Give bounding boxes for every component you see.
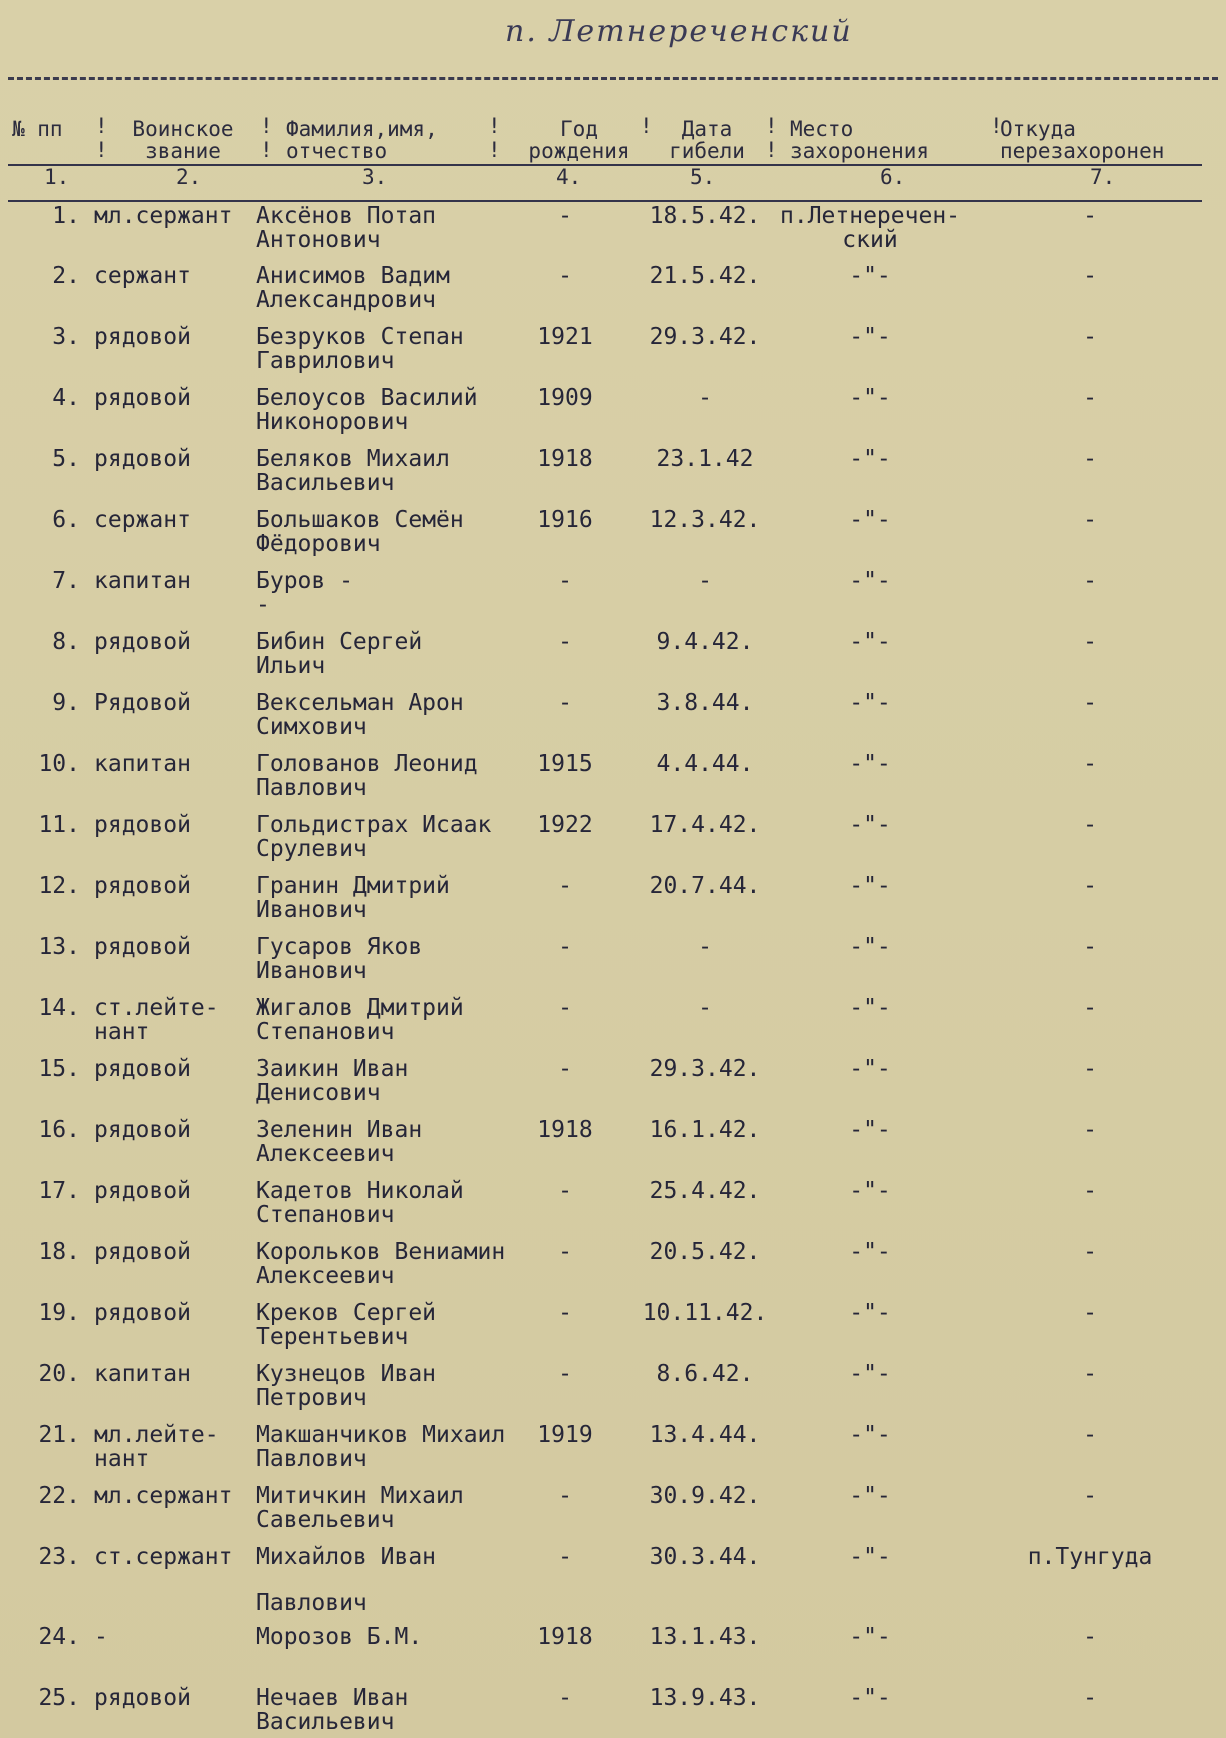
birth-year: - xyxy=(558,629,572,655)
row-number: 1. xyxy=(52,203,80,229)
full-name: Алексеевич xyxy=(256,1263,395,1289)
full-name: Митичкин Михаил xyxy=(256,1483,464,1509)
reburied-from: - xyxy=(1083,1300,1097,1326)
row-number: 5. xyxy=(52,446,80,472)
full-name: Заикин Иван xyxy=(256,1056,409,1082)
date-of-death: - xyxy=(698,385,712,411)
row-number: 12. xyxy=(38,873,80,899)
burial-place: -"- xyxy=(849,690,891,716)
burial-place: -"- xyxy=(849,1300,891,1326)
date-of-death: - xyxy=(698,995,712,1021)
birth-year: 1915 xyxy=(537,751,593,777)
birth-year: 1918 xyxy=(537,446,593,472)
full-name: Иванович xyxy=(256,897,367,923)
full-name: Иванович xyxy=(256,958,367,984)
birth-year: 1916 xyxy=(537,507,593,533)
row-number: 18. xyxy=(38,1239,80,1265)
full-name: Корольков Вениамин xyxy=(256,1239,506,1265)
reburied-from: - xyxy=(1083,995,1097,1021)
header-separator: ! xyxy=(990,114,1003,138)
burial-place: п.Летнеречен- xyxy=(780,203,961,229)
reburied-from: - xyxy=(1083,507,1097,533)
header-separator: ! xyxy=(765,138,778,162)
full-name: Гольдистрах Исаак xyxy=(256,812,492,838)
reburied-from: - xyxy=(1083,812,1097,838)
row-number: 17. xyxy=(38,1178,80,1204)
column-number-4: 4. xyxy=(556,165,582,189)
birth-year: 1918 xyxy=(537,1117,593,1143)
header-separator: ! xyxy=(765,114,778,138)
birth-year: - xyxy=(558,1361,572,1387)
burial-place: -"- xyxy=(849,263,891,289)
date-of-death: 13.9.43. xyxy=(649,1685,761,1711)
full-name: - xyxy=(256,592,270,618)
full-name: Алексеевич xyxy=(256,1141,395,1167)
military-rank: рядовой xyxy=(94,446,191,472)
date-of-death: 3.8.44. xyxy=(656,690,754,716)
header-col-2: Воинское звание xyxy=(132,117,234,163)
row-number: 2. xyxy=(52,263,80,289)
military-rank: рядовой xyxy=(94,1117,191,1143)
full-name: Вексельман Арон xyxy=(256,690,464,716)
row-number: 11. xyxy=(38,812,80,838)
row-number: 10. xyxy=(38,751,80,777)
date-of-death: 8.6.42. xyxy=(656,1361,754,1387)
full-name: Александрович xyxy=(256,287,437,313)
reburied-from: - xyxy=(1083,1178,1097,1204)
full-name: Васильевич xyxy=(256,470,395,496)
birth-year: - xyxy=(558,1483,572,1509)
reburied-from: - xyxy=(1083,1685,1097,1711)
reburied-from: - xyxy=(1083,1056,1097,1082)
military-rank: рядовой xyxy=(94,1056,191,1082)
row-number: 3. xyxy=(52,324,80,350)
burial-place: -"- xyxy=(849,446,891,472)
date-of-death: 16.1.42. xyxy=(649,1117,761,1143)
row-number: 21. xyxy=(38,1422,80,1448)
military-rank: ст.сержант xyxy=(94,1544,233,1570)
burial-place: -"- xyxy=(849,934,891,960)
date-of-death: 29.3.42. xyxy=(649,324,761,350)
military-rank: нант xyxy=(94,1019,150,1045)
full-name: Беляков Михаил xyxy=(256,446,450,472)
row-number: 9. xyxy=(52,690,80,716)
birth-year: - xyxy=(558,995,572,1021)
date-of-death: 9.4.42. xyxy=(656,629,754,655)
date-of-death: 12.3.42. xyxy=(649,507,761,533)
military-rank: рядовой xyxy=(94,1239,191,1265)
full-name: Безруков Степан xyxy=(256,324,464,350)
military-rank: капитан xyxy=(94,751,191,777)
header-separator: ! xyxy=(260,138,273,162)
top-dashed-rule xyxy=(8,77,1218,80)
date-of-death: 20.7.44. xyxy=(649,873,761,899)
birth-year: - xyxy=(558,934,572,960)
burial-place: -"- xyxy=(849,1544,891,1570)
burial-place: -"- xyxy=(849,1422,891,1448)
military-rank: - xyxy=(94,1624,108,1650)
row-number: 24. xyxy=(38,1624,80,1650)
full-name: Креков Сергей xyxy=(256,1300,437,1326)
header-separator: ! xyxy=(95,138,108,162)
full-name: Зеленин Иван xyxy=(256,1117,423,1143)
date-of-death: 18.5.42. xyxy=(649,203,761,229)
military-rank: рядовой xyxy=(94,812,191,838)
header-col-4: Год рождения xyxy=(528,117,630,163)
full-name: Симхович xyxy=(256,714,367,740)
military-rank: рядовой xyxy=(94,934,191,960)
full-name: Терентьевич xyxy=(256,1324,409,1350)
full-name: Степанович xyxy=(256,1202,395,1228)
row-number: 6. xyxy=(52,507,80,533)
column-number-1: 1. xyxy=(44,165,70,189)
full-name: Анисимов Вадим xyxy=(256,263,450,289)
row-number: 20. xyxy=(38,1361,80,1387)
date-of-death: 25.4.42. xyxy=(649,1178,761,1204)
burial-place: -"- xyxy=(849,1056,891,1082)
burial-place: -"- xyxy=(849,568,891,594)
column-number-7: 7. xyxy=(1090,165,1116,189)
reburied-from: - xyxy=(1083,446,1097,472)
military-rank: рядовой xyxy=(94,629,191,655)
military-rank: рядовой xyxy=(94,1178,191,1204)
date-of-death: 29.3.42. xyxy=(649,1056,761,1082)
row-number: 16. xyxy=(38,1117,80,1143)
full-name: Павлович xyxy=(256,1446,367,1472)
full-name: Антонович xyxy=(256,227,381,253)
date-of-death: 4.4.44. xyxy=(656,751,754,777)
birth-year: - xyxy=(558,1178,572,1204)
full-name: Денисович xyxy=(256,1080,381,1106)
birth-year: - xyxy=(558,690,572,716)
burial-place: -"- xyxy=(849,507,891,533)
birth-year: - xyxy=(558,568,572,594)
row-number: 25. xyxy=(38,1685,80,1711)
full-name: Аксёнов Потап xyxy=(256,203,437,229)
burial-place: -"- xyxy=(849,1239,891,1265)
header-col-6: Место захоронения xyxy=(790,117,930,163)
reburied-from: - xyxy=(1083,873,1097,899)
date-of-death: 13.4.44. xyxy=(649,1422,761,1448)
full-name: Степанович xyxy=(256,1019,395,1045)
birth-year: - xyxy=(558,1056,572,1082)
military-rank: сержант xyxy=(94,507,191,533)
full-name: Ильич xyxy=(256,653,326,679)
military-rank: рядовой xyxy=(94,324,191,350)
military-rank: рядовой xyxy=(94,1685,191,1711)
full-name: Белоусов Василий xyxy=(256,385,478,411)
row-number: 15. xyxy=(38,1056,80,1082)
date-of-death: 13.1.43. xyxy=(649,1624,761,1650)
full-name: Морозов Б.М. xyxy=(256,1624,423,1650)
column-number-rule xyxy=(8,200,1202,202)
burial-place: -"- xyxy=(849,751,891,777)
date-of-death: - xyxy=(698,934,712,960)
reburied-from: - xyxy=(1083,1483,1097,1509)
burial-place: -"- xyxy=(849,1178,891,1204)
birth-year: - xyxy=(558,1685,572,1711)
reburied-from: - xyxy=(1083,934,1097,960)
full-name: Гранин Дмитрий xyxy=(256,873,450,899)
date-of-death: 20.5.42. xyxy=(649,1239,761,1265)
column-number-3: 3. xyxy=(362,165,388,189)
reburied-from: - xyxy=(1083,568,1097,594)
birth-year: - xyxy=(558,1544,572,1570)
birth-year: - xyxy=(558,1300,572,1326)
military-rank: рядовой xyxy=(94,873,191,899)
row-number: 13. xyxy=(38,934,80,960)
header-separator: ! xyxy=(488,138,501,162)
row-number: 8. xyxy=(52,629,80,655)
header-separator: ! xyxy=(640,114,653,138)
birth-year: 1909 xyxy=(537,385,593,411)
burial-place: -"- xyxy=(849,873,891,899)
locality-heading: п. Летнереченский xyxy=(505,14,853,49)
reburied-from: п.Тунгуда xyxy=(1027,1544,1153,1570)
military-rank: рядовой xyxy=(94,1300,191,1326)
date-of-death: 23.1.42 xyxy=(656,446,754,472)
reburied-from: - xyxy=(1083,1239,1097,1265)
burial-place: -"- xyxy=(849,995,891,1021)
full-name: Петрович xyxy=(256,1385,367,1411)
reburied-from: - xyxy=(1083,1361,1097,1387)
full-name: Макшанчиков Михаил xyxy=(256,1422,506,1448)
header-col-7: Откуда перезахоронен xyxy=(1000,117,1165,163)
full-name: Павлович xyxy=(256,775,367,801)
full-name: Павлович xyxy=(256,1590,367,1616)
burial-place: -"- xyxy=(849,812,891,838)
military-rank: ст.лейте- xyxy=(94,995,219,1021)
burial-place: -"- xyxy=(849,1624,891,1650)
reburied-from: - xyxy=(1083,385,1097,411)
full-name: Фёдорович xyxy=(256,531,381,557)
birth-year: - xyxy=(558,873,572,899)
header-col-3: Фамилия,имя, отчество xyxy=(286,117,438,163)
reburied-from: - xyxy=(1083,751,1097,777)
birth-year: - xyxy=(558,1239,572,1265)
header-separator: ! xyxy=(488,114,501,138)
reburied-from: - xyxy=(1083,690,1097,716)
date-of-death: 30.3.44. xyxy=(649,1544,761,1570)
burial-place: -"- xyxy=(849,629,891,655)
burial-place: -"- xyxy=(849,385,891,411)
reburied-from: - xyxy=(1083,324,1097,350)
full-name: Михайлов Иван xyxy=(256,1544,437,1570)
date-of-death: 17.4.42. xyxy=(649,812,761,838)
full-name: Кадетов Николай xyxy=(256,1178,464,1204)
military-rank: мл.лейте- xyxy=(94,1422,219,1448)
full-name: Васильевич xyxy=(256,1709,395,1735)
reburied-from: - xyxy=(1083,1117,1097,1143)
full-name: Гаврилович xyxy=(256,348,395,374)
burial-place: -"- xyxy=(849,1361,891,1387)
military-rank: капитан xyxy=(94,568,191,594)
burial-place: ский xyxy=(842,227,898,253)
birth-year: 1921 xyxy=(537,324,593,350)
military-rank: капитан xyxy=(94,1361,191,1387)
full-name: Никонорович xyxy=(256,409,409,435)
row-number: 14. xyxy=(38,995,80,1021)
header-separator: ! xyxy=(95,114,108,138)
birth-year: - xyxy=(558,263,572,289)
birth-year: 1918 xyxy=(537,1624,593,1650)
military-rank: сержант xyxy=(94,263,191,289)
full-name: Буров - xyxy=(256,568,353,594)
full-name: Кузнецов Иван xyxy=(256,1361,437,1387)
reburied-from: - xyxy=(1083,203,1097,229)
row-number: 7. xyxy=(52,568,80,594)
birth-year: 1922 xyxy=(537,812,593,838)
date-of-death: 30.9.42. xyxy=(649,1483,761,1509)
reburied-from: - xyxy=(1083,263,1097,289)
military-rank: рядовой xyxy=(94,385,191,411)
reburied-from: - xyxy=(1083,1624,1097,1650)
row-number: 19. xyxy=(38,1300,80,1326)
military-rank: мл.сержант xyxy=(94,1483,233,1509)
full-name: Савельевич xyxy=(256,1507,395,1533)
military-rank: мл.сержант xyxy=(94,203,233,229)
birth-year: - xyxy=(558,203,572,229)
date-of-death: - xyxy=(698,568,712,594)
header-col-1: № пп xyxy=(12,117,63,141)
date-of-death: 10.11.42. xyxy=(642,1300,768,1326)
reburied-from: - xyxy=(1083,1422,1097,1448)
full-name: Бибин Сергей xyxy=(256,629,423,655)
birth-year: 1919 xyxy=(537,1422,593,1448)
burial-place: -"- xyxy=(849,1483,891,1509)
header-col-5: Дата гибели xyxy=(669,117,745,163)
military-rank: нант xyxy=(94,1446,150,1472)
column-number-2: 2. xyxy=(176,165,202,189)
date-of-death: 21.5.42. xyxy=(649,263,761,289)
column-number-6: 6. xyxy=(880,165,906,189)
row-number: 22. xyxy=(38,1483,80,1509)
reburied-from: - xyxy=(1083,629,1097,655)
row-number: 23. xyxy=(38,1544,80,1570)
burial-place: -"- xyxy=(849,1117,891,1143)
header-separator: ! xyxy=(260,114,273,138)
full-name: Срулевич xyxy=(256,836,367,862)
burial-place: -"- xyxy=(849,324,891,350)
full-name: Жигалов Дмитрий xyxy=(256,995,464,1021)
full-name: Гусаров Яков xyxy=(256,934,423,960)
military-rank: Рядовой xyxy=(94,690,191,716)
full-name: Голованов Леонид xyxy=(256,751,478,777)
row-number: 4. xyxy=(52,385,80,411)
full-name: Большаков Семён xyxy=(256,507,464,533)
column-number-5: 5. xyxy=(690,165,716,189)
full-name: Нечаев Иван xyxy=(256,1685,409,1711)
burial-place: -"- xyxy=(849,1685,891,1711)
